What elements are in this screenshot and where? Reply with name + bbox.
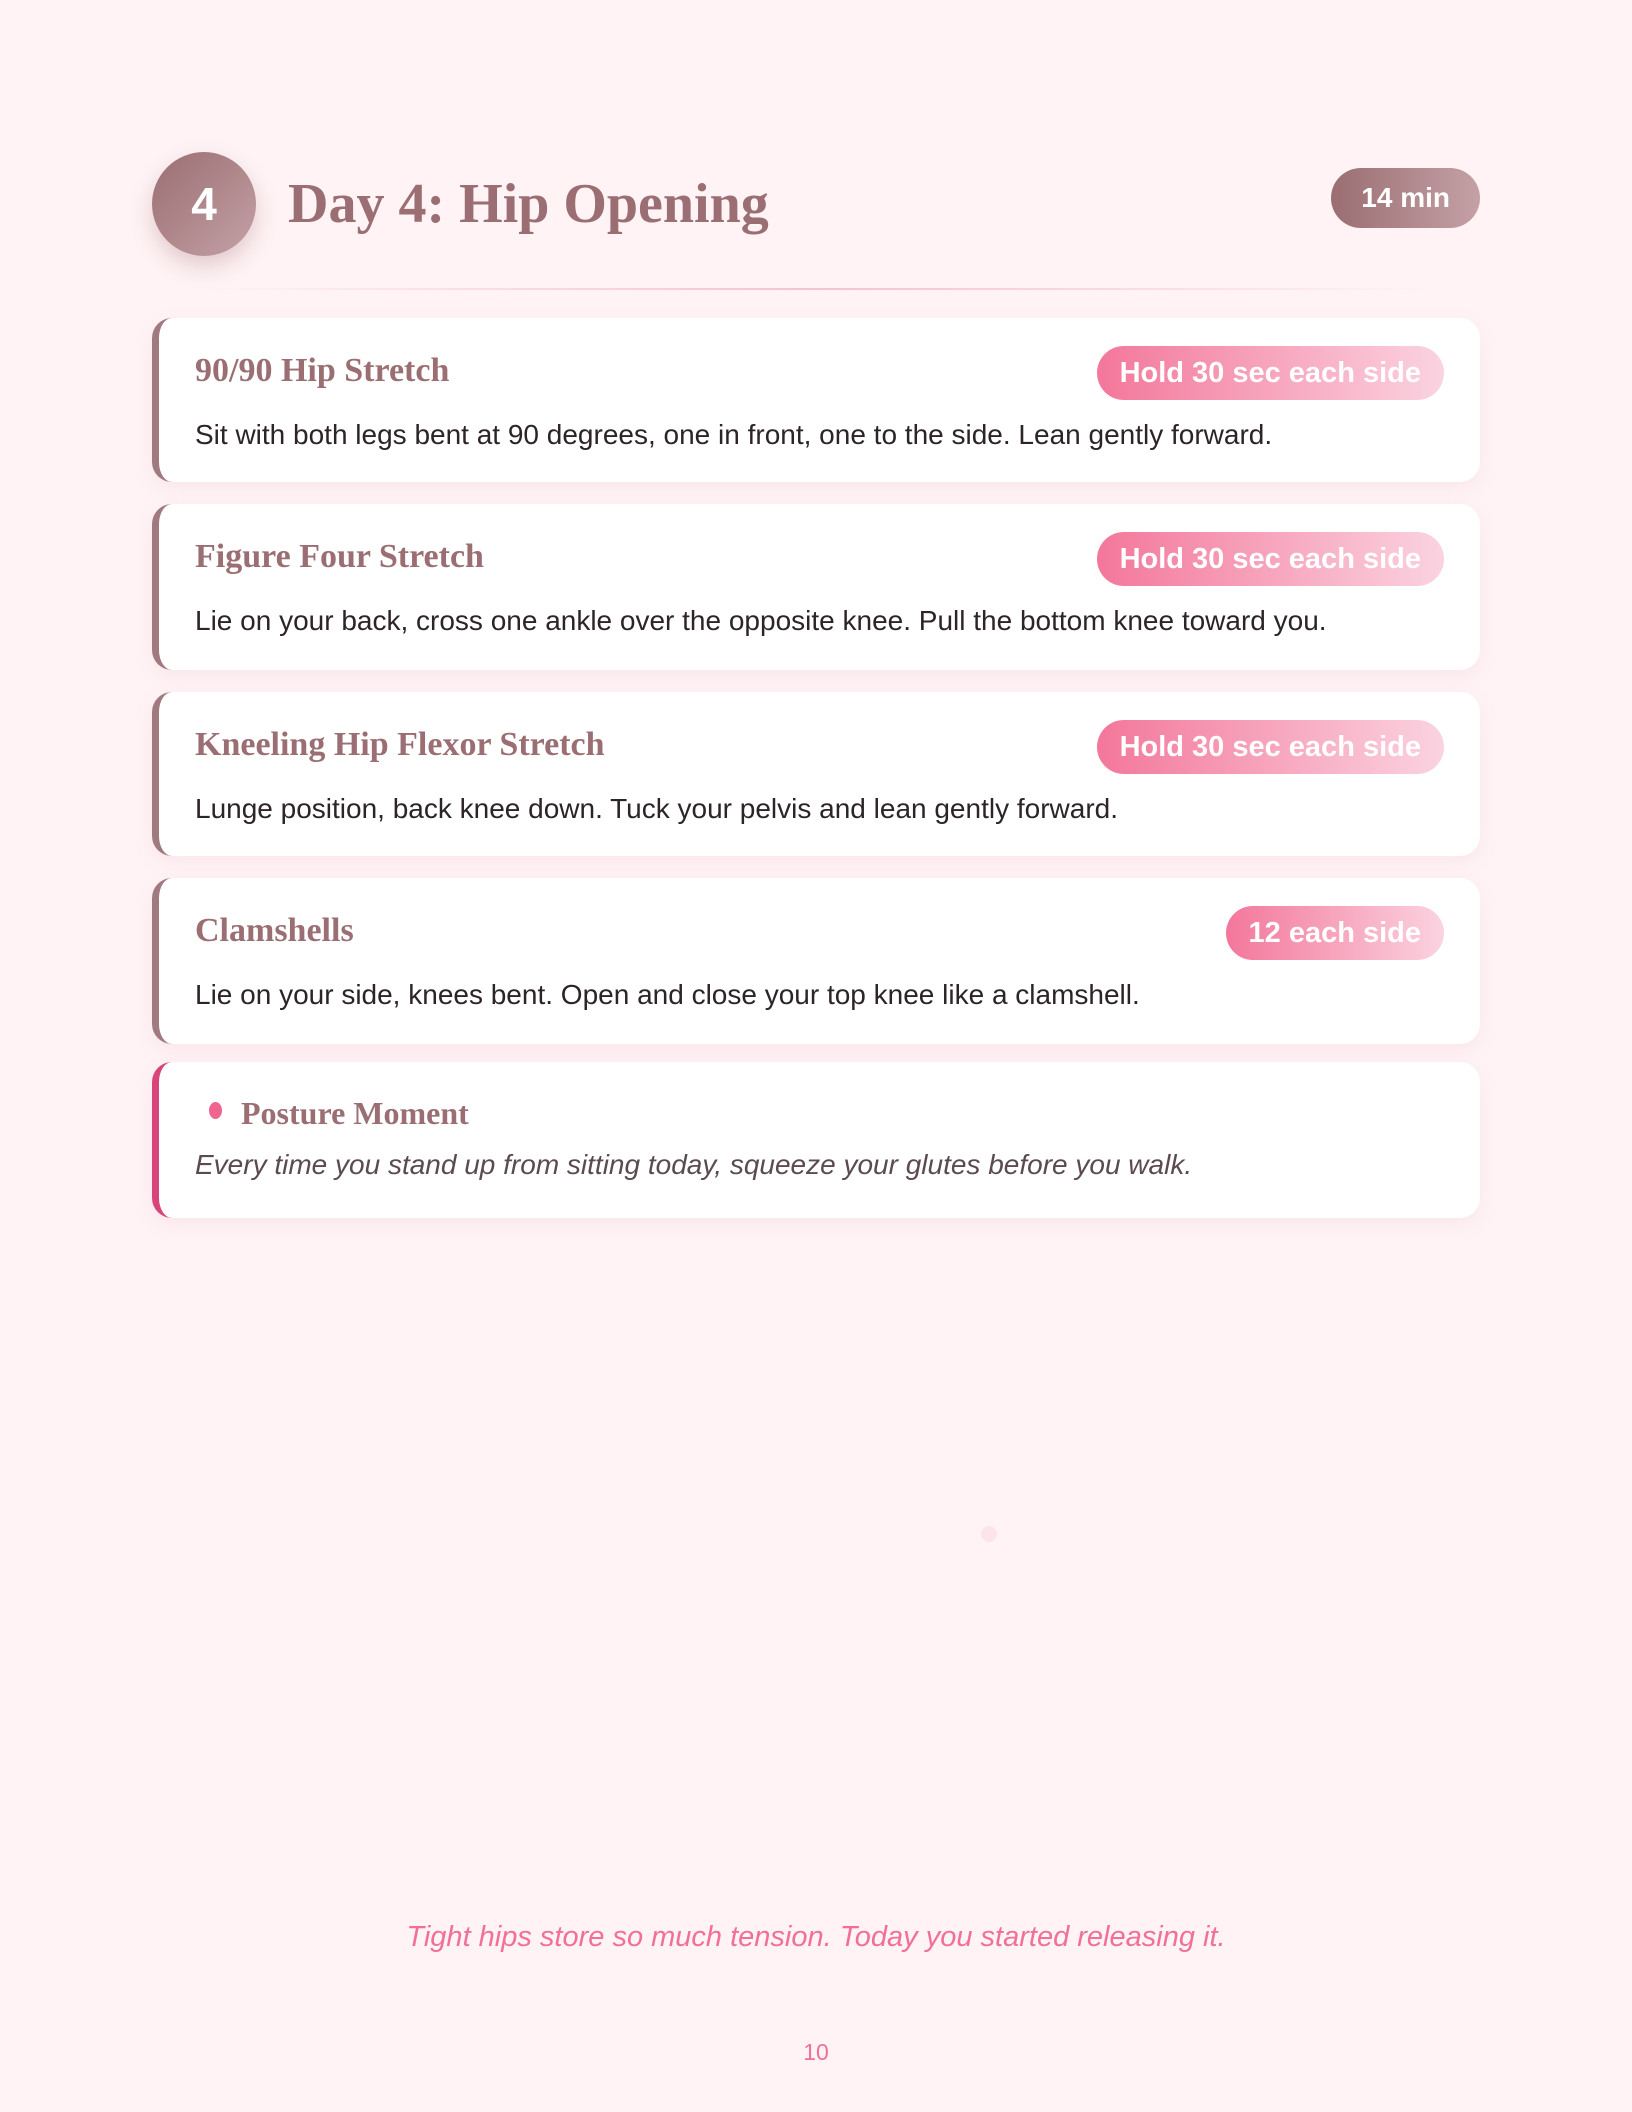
tip-text: Every time you stand up from sitting today, squeeze your glutes before you walk. bbox=[195, 1149, 1193, 1180]
exercise-description: Lie on your side, knees bent. Open and close your top knee like a clamshell. bbox=[195, 979, 1140, 1010]
exercise-badge: Hold 30 sec each side bbox=[1097, 346, 1444, 400]
page-number: 10 bbox=[803, 2039, 829, 2065]
exercise-description: Lunge position, back knee down. Tuck your pelvis and lean gently forward. bbox=[195, 793, 1119, 824]
exercise-name: Clamshells bbox=[195, 912, 354, 949]
exercise-badge: Hold 30 sec each side bbox=[1097, 720, 1444, 774]
page-title: Day 4: Hip Opening bbox=[288, 173, 769, 235]
exercise-badge: Hold 30 sec each side bbox=[1097, 532, 1444, 586]
exercise-card bbox=[152, 504, 1480, 670]
exercise-description: Lie on your back, cross one ankle over the opposite knee. Pull the bottom knee toward you. bbox=[195, 605, 1327, 636]
posture-tip-card bbox=[152, 1062, 1480, 1218]
duration-badge: 14 min bbox=[1331, 168, 1480, 228]
exercise-card bbox=[152, 318, 1480, 482]
exercise-description: Sit with both legs bent at 90 degrees, one in front, one to the side. Lean gently forward. bbox=[195, 419, 1273, 450]
day-header bbox=[152, 152, 1480, 256]
exercise-name: Kneeling Hip Flexor Stretch bbox=[195, 726, 605, 763]
header-divider bbox=[200, 288, 1432, 290]
tip-title: Posture Moment bbox=[241, 1095, 469, 1131]
pink-dot-icon bbox=[209, 1102, 222, 1119]
day-number-badge: 4 bbox=[152, 152, 256, 256]
footer-quote: Tight hips store so much tension. Today you started releasing it. bbox=[406, 1921, 1226, 1953]
exercise-name: 90/90 Hip Stretch bbox=[195, 352, 450, 389]
exercise-card bbox=[152, 692, 1480, 856]
exercise-card bbox=[152, 878, 1480, 1044]
decorative-dot-icon bbox=[981, 1526, 997, 1542]
exercise-badge: 12 each side bbox=[1226, 906, 1445, 960]
exercise-name: Figure Four Stretch bbox=[195, 538, 484, 575]
